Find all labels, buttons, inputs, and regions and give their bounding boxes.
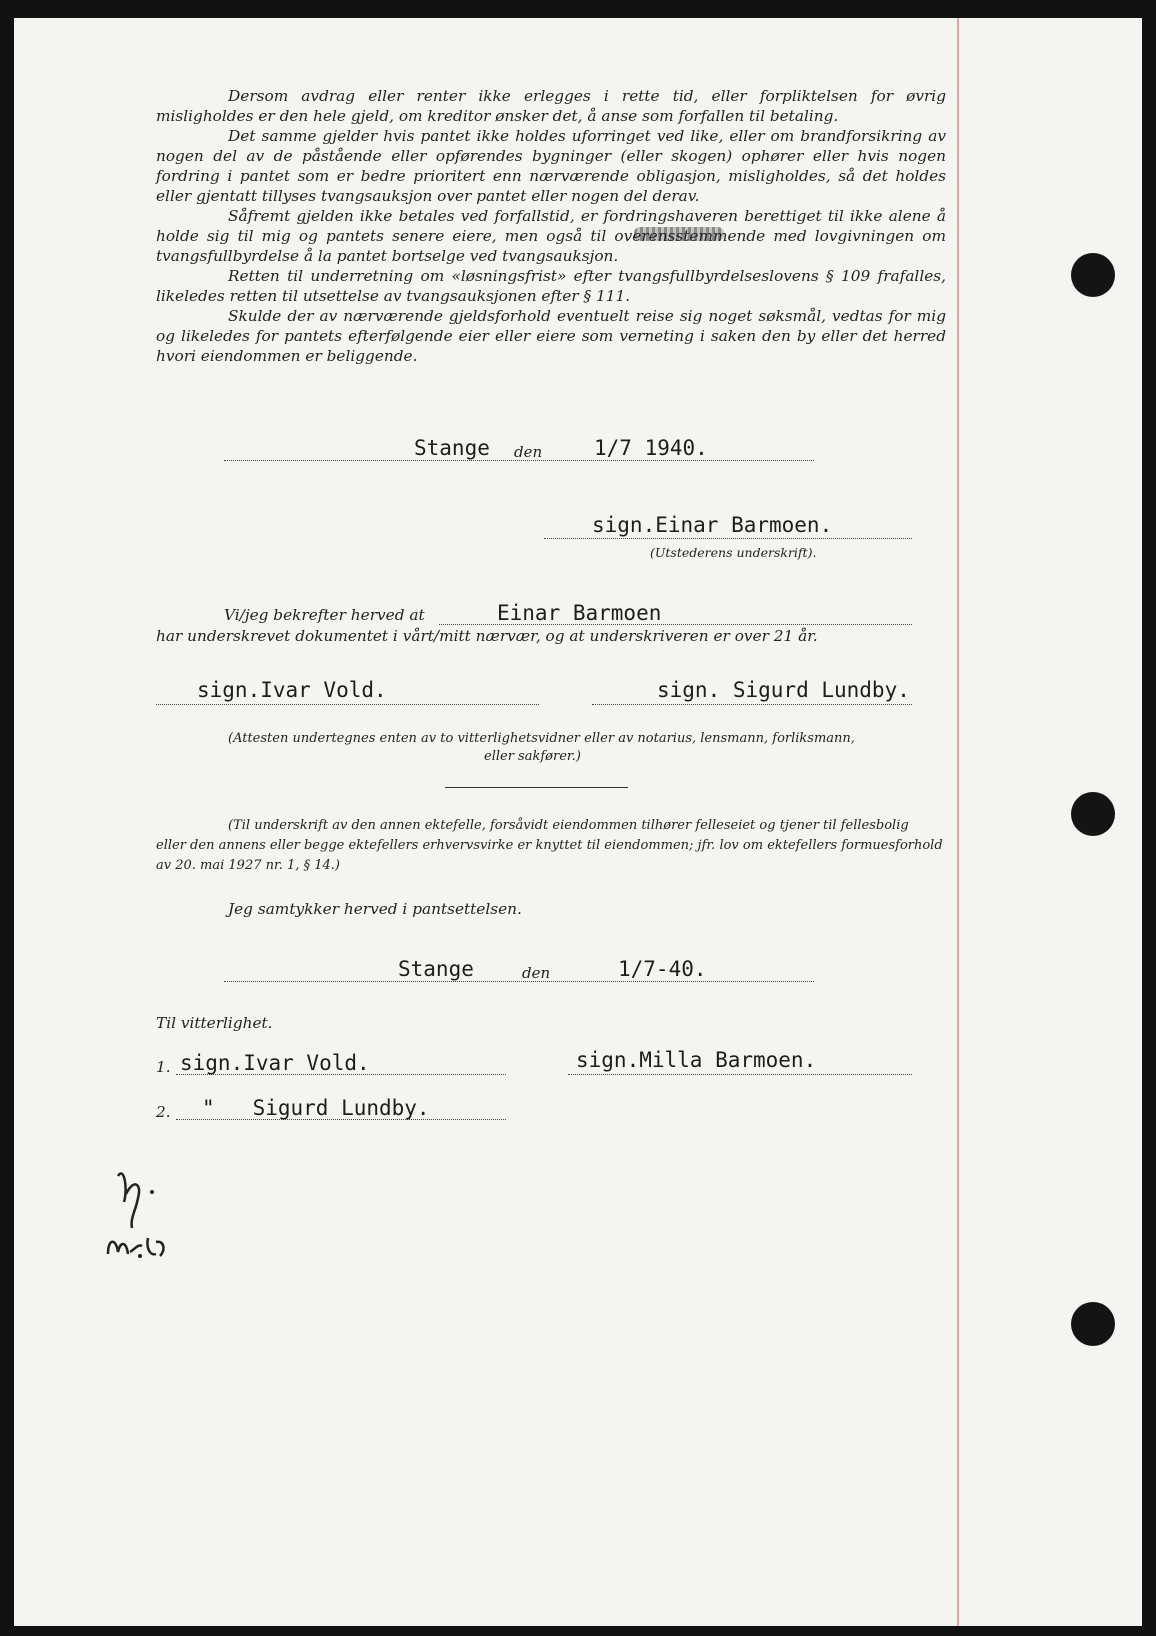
witness-statement-line2: har underskrevet dokumentet i vårt/mitt nærvær, og at underskriveren er over 21 år. bbox=[156, 627, 818, 645]
issuer-signature: sign.Einar Barmoen. bbox=[592, 513, 833, 537]
punch-hole bbox=[1071, 792, 1115, 836]
issuer-signature-line bbox=[544, 538, 912, 539]
date-2: 1/7-40. bbox=[618, 957, 707, 981]
date-line-2 bbox=[224, 981, 814, 982]
spouse-note-line2: eller den annens eller begge ektefellers erhvervsvirke er knyttet til eiendommen; jfr. lov om ektefellers formuesforhold bbox=[156, 838, 943, 853]
witness-number-1: 1. bbox=[156, 1058, 171, 1076]
witness-signature-line bbox=[592, 704, 912, 705]
margin-rule bbox=[957, 18, 959, 1626]
handwritten-marks bbox=[94, 1158, 204, 1278]
date-1: 1/7 1940. bbox=[594, 436, 708, 460]
witness-signature-2: sign. Sigurd Lundby. bbox=[657, 678, 910, 702]
attest-note-line1: (Attesten undertegnes enten av to vitterlighetsvidner eller av notarius, lensmann, forliksmann, bbox=[228, 731, 855, 746]
clause: Retten til underretning om «løsningsfrist» efter tvangsfullbyrdelseslovens § 109 frafalles, likeledes retten til utsettelse av tvangsauksjonen efter § 111. bbox=[156, 267, 946, 305]
place-1: Stange bbox=[414, 436, 490, 460]
clause: Såfremt gjelden ikke betales ved forfallstid, er fordringshaveren berettiget til ikke alene å holde sig til mig og pantets senere eiere, men også til overensstemmende med lovgivningen om tvangsfullbyrdelse å la pantet bortselge ved tvangsauksjon. bbox=[156, 207, 946, 265]
spouse-note-line1: (Til underskrift av den annen ektefelle, forsåvidt eiendommen tilhører felleseiet og tjener til fellesbolig bbox=[228, 818, 909, 833]
clause: Skulde der av nærværende gjeldsforhold eventuelt reise sig noget søksmål, vedtas for mig og likeledes for pantets efterfølgende eier eller eiere som verneting i saken den by eller det herred hvori eiendommen er beliggende. bbox=[156, 307, 946, 365]
clause: Dersom avdrag eller renter ikke erlegges i rette tid, eller forpliktelsen for øvrig misligholdes er den hele gjeld, om kreditor ønsker det, å anse som forfallen til betaling. bbox=[156, 87, 946, 125]
witness-statement-prefix: Vi/jeg bekrefter herved at bbox=[224, 606, 425, 624]
terms-clauses bbox=[156, 86, 946, 366]
witness-number-2: 2. bbox=[156, 1103, 171, 1121]
consent-text: Jeg samtykker herved i pantsettelsen. bbox=[228, 900, 522, 918]
den-label-2: den bbox=[522, 964, 551, 982]
witness-statement-name: Einar Barmoen bbox=[497, 601, 662, 625]
attestation-heading: Til vitterlighet. bbox=[156, 1014, 273, 1032]
clause: Det samme gjelder hvis pantet ikke holdes uforringet ved like, eller om brandforsikring av nogen del av de påstående eller opførendes bygninger (eller skogen) ophører eller hvis nogen fordring i pantet som er bedre prioritert enn nærværende obligasjon, misligholdes, så det holdes eller gjentatt tillyses tvangsauksjon over pantet eller nogen del derav. bbox=[156, 127, 946, 205]
attest-note-line2: eller sakfører.) bbox=[484, 749, 581, 764]
spouse-signature: sign.Milla Barmoen. bbox=[576, 1048, 817, 1072]
spouse-signature-line bbox=[568, 1074, 912, 1075]
separator-rule bbox=[445, 787, 628, 788]
witness-signature-line bbox=[156, 704, 539, 705]
attestation-witness-2: " Sigurd Lundby. bbox=[202, 1096, 430, 1120]
issuer-caption: (Utstederens underskrift). bbox=[650, 545, 817, 560]
witness-signature-1: sign.Ivar Vold. bbox=[197, 678, 387, 702]
place-2: Stange bbox=[398, 957, 474, 981]
den-label-1: den bbox=[514, 443, 543, 461]
spouse-note-line3: av 20. mai 1927 nr. 1, § 14.) bbox=[156, 858, 340, 873]
attestation-witness-1: sign.Ivar Vold. bbox=[180, 1051, 370, 1075]
punch-hole bbox=[1071, 1302, 1115, 1346]
punch-hole bbox=[1071, 253, 1115, 297]
document-page bbox=[14, 18, 1142, 1626]
